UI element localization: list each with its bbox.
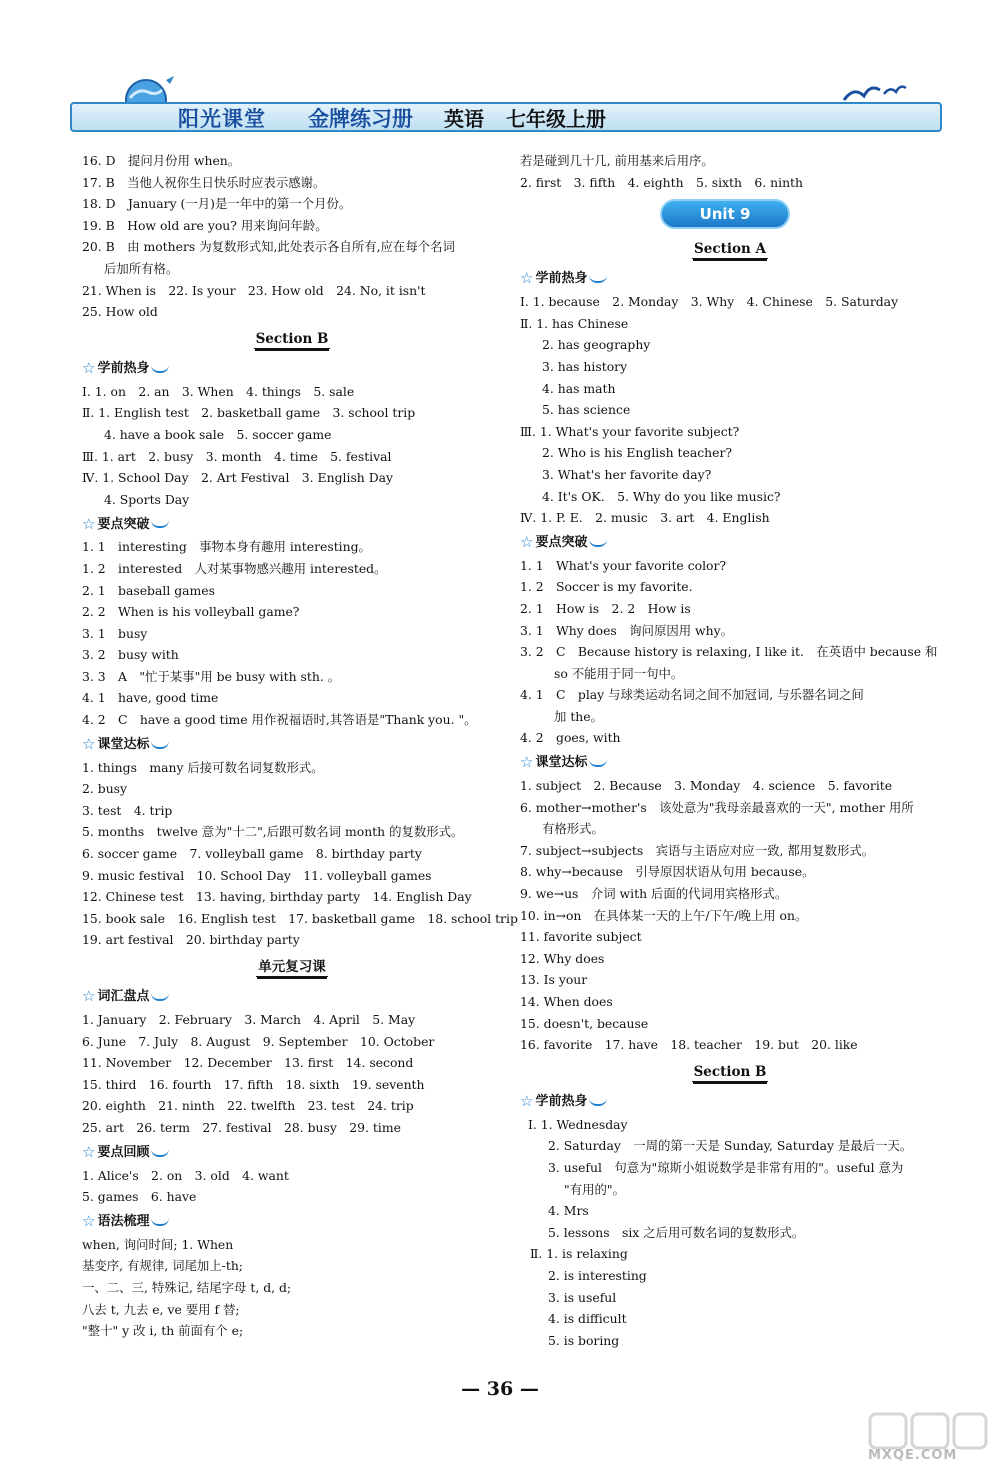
answer-line: 2. Who is his English teacher? xyxy=(542,445,733,461)
answer-line: 1. January 2. February 3. March 4. April 5. May xyxy=(82,1012,416,1027)
answer-line: 3. 1 busy xyxy=(82,625,148,641)
answer-line: 3. test 4. trip xyxy=(82,802,173,818)
answer-line: 11. favorite subject xyxy=(520,929,642,945)
answer-line: 6. June 7. July 8. August 9. September 10. October xyxy=(82,1033,435,1049)
answer-line: 9. music festival 10. School Day 11. volleyball games xyxy=(82,867,432,883)
answer-line: 4. have a book sale 5. soccer game xyxy=(104,426,332,442)
answer-line: Ⅱ. 1. English test 2. basketball game 3. school trip xyxy=(82,405,416,421)
answer-line: 一、二、三, 特殊记, 结尾字母 t, d, d; xyxy=(82,1279,292,1295)
answer-line: 13. Is your xyxy=(520,972,588,988)
answer-line: 1. 2 Soccer is my favorite. xyxy=(520,579,693,595)
answer-line: 5. is boring xyxy=(548,1332,620,1348)
answer-line: 21. When is 22. Is your 23. How old 24. No, it isn't xyxy=(82,282,426,298)
answer-line: 4. 2 goes, with xyxy=(520,730,621,746)
answer-line: 1. subject 2. Because 3. Monday 4. science 5. favorite xyxy=(520,778,893,794)
answer-line: 5. has science xyxy=(542,402,631,418)
section-b-heading: Section B xyxy=(693,1063,767,1080)
answer-line: 有格形式。 xyxy=(542,821,604,837)
answer-line: 2. busy xyxy=(82,781,128,797)
answer-line: 15. third 16. fourth 17. fifth 18. sixth 19. seventh xyxy=(82,1076,425,1092)
answer-line: 3. 1 Why does 询问原因用 why。 xyxy=(520,622,734,638)
class-practice-heading: ☆ 课堂达标 xyxy=(82,733,502,757)
answer-line: 2. has geography xyxy=(542,337,651,353)
answer-line: Ⅲ. 1. What's your favorite subject? xyxy=(520,423,740,439)
star-icon: ☆ xyxy=(82,358,96,377)
answer-line: Ⅱ. 1. has Chinese xyxy=(520,315,629,331)
answer-line: 3. 3 A "忙于某事"用 be busy with sth. 。 xyxy=(82,668,341,684)
answer-line: 25. art 26. term 27. festival 28. busy 29. time xyxy=(82,1119,401,1135)
star-icon: ☆ xyxy=(82,514,96,533)
star-icon: ☆ xyxy=(82,987,96,1006)
left-column xyxy=(82,150,518,1342)
answer-line: 5. months twelve 意为"十二",后跟可数名词 month 的复数形式。 xyxy=(82,824,464,840)
answer-line: 1. 2 interested 人对某事物感兴趣用 interested。 xyxy=(82,560,387,576)
answer-line: 2. is interesting xyxy=(548,1267,647,1283)
answer-line: 后加所有格。 xyxy=(104,260,179,276)
answer-line: Ⅳ. 1. School Day 2. Art Festival 3. English Day xyxy=(82,470,394,486)
answer-line: 16. favorite 17. have 18. teacher 19. but 20. like xyxy=(520,1037,858,1053)
answer-line: "有用的"。 xyxy=(564,1181,625,1197)
answer-line: 6. soccer game 7. volleyball game 8. birthday party xyxy=(82,846,422,862)
answer-line: 17. B 当他人祝你生日快乐时应表示感谢。 xyxy=(82,174,326,190)
answer-line: 4. has math xyxy=(542,380,616,396)
answer-line: 15. doesn't, because xyxy=(520,1015,649,1031)
answer-line: 3. has history xyxy=(542,358,628,374)
unit-badge: Unit 9 xyxy=(660,199,790,229)
section-b-heading: Section B xyxy=(255,330,329,347)
key-points-heading: ☆ 要点突破 xyxy=(82,512,502,536)
star-icon: ☆ xyxy=(82,734,96,753)
answer-line: "整十" y 改 i, th 前面有个 e; xyxy=(82,1323,244,1339)
answer-line: 八去 t, 九去 e, ve 要用 f 替; xyxy=(82,1301,240,1317)
answer-line: 基变序, 有规律, 词尾加上-th; xyxy=(82,1258,243,1274)
answer-line: 18. D January (一月)是一年中的第一个月份。 xyxy=(82,196,352,212)
key-points-heading: ☆ 要点突破 xyxy=(520,531,960,555)
answer-line: Ⅱ. 1. is relaxing xyxy=(530,1246,628,1262)
vocabulary-heading: ☆ 词汇盘点 xyxy=(82,985,502,1009)
warmup-heading: ☆ 学前热身 xyxy=(520,267,960,291)
points-review-heading: ☆ 要点回顾 xyxy=(82,1141,502,1165)
answer-line: 19. B How old are you? 用来询问年龄。 xyxy=(82,217,328,233)
birds-decoration-icon xyxy=(840,76,910,108)
answer-line: 4. 1 have, good time xyxy=(82,690,219,706)
header-subject: 英语 xyxy=(444,107,484,131)
header-grade: 七年级上册 xyxy=(506,107,606,131)
answer-line: 19. art festival 20. birthday party xyxy=(82,932,300,948)
header-title-part1: 阳光课堂 xyxy=(178,107,266,131)
answer-line: 3. is useful xyxy=(548,1289,617,1305)
star-icon: ☆ xyxy=(520,753,534,772)
answer-line: 4. It's OK. 5. Why do you like music? xyxy=(542,488,781,504)
answer-line: 3. 2 busy with xyxy=(82,647,179,663)
answer-line: 加 the。 xyxy=(554,708,604,724)
answer-line: 1. things many 后接可数名词复数形式。 xyxy=(82,759,324,775)
answer-line: 8. why→because 引导原因状语从句用 because。 xyxy=(520,864,815,880)
answer-line: when, 询问时间; 1. When xyxy=(82,1236,234,1252)
answer-line: 4. 2 C have a good time 用作祝福语时,其答语是"Thank you. "。 xyxy=(82,712,477,728)
answer-line: 2. 1 baseball games xyxy=(82,582,215,598)
warmup-heading: ☆ 学前热身 xyxy=(82,357,502,381)
answer-line: 2. first 3. fifth 4. eighth 5. sixth 6. ninth xyxy=(520,174,804,190)
star-icon: ☆ xyxy=(82,1211,96,1230)
answer-line: 12. Why does xyxy=(520,950,605,966)
answer-line: 14. When does xyxy=(520,994,613,1009)
answer-line: 1. 1 What's your favorite color? xyxy=(520,557,727,573)
answer-line: 2. 2 When is his volleyball game? xyxy=(82,604,300,620)
answer-line: 12. Chinese test 13. having, birthday party 14. English Day xyxy=(82,889,472,905)
page-header xyxy=(70,70,942,136)
answer-line: Ⅲ. 1. art 2. busy 3. month 4. time 5. festival xyxy=(82,448,392,464)
answer-line: 16. D 提问月份用 when。 xyxy=(82,153,241,168)
answer-line: Ⅰ. 1. on 2. an 3. When 4. things 5. sale xyxy=(82,383,355,399)
answer-line: 3. What's her favorite day? xyxy=(542,466,712,482)
section-a-heading: Section A xyxy=(694,241,766,258)
answer-line: 10. in→on 在具体某一天的上午/下午/晚上用 on。 xyxy=(520,907,808,923)
answer-line: 20. B 由 mothers 为复数形式知,此处表示各自所有,应在每个名词 xyxy=(82,239,455,255)
answer-line: 4. 1 C play 与球类运动名词之间不加冠词, 与乐器名词之间 xyxy=(520,687,864,703)
answer-line: 11. November 12. December 13. first 14. second xyxy=(82,1055,414,1071)
star-icon: ☆ xyxy=(82,1142,96,1161)
watermark-text: MXQE.COM xyxy=(868,1448,958,1463)
star-icon: ☆ xyxy=(520,1091,534,1110)
answer-line: Ⅰ. 1. because 2. Monday 3. Why 4. Chinese 5. Saturday xyxy=(520,294,899,310)
star-icon: ☆ xyxy=(520,269,534,288)
warmup-heading: ☆ 学前热身 xyxy=(520,1090,960,1114)
answer-line: 4. is difficult xyxy=(548,1311,627,1327)
answer-line: 15. book sale 16. English test 17. basketball game 18. school trip xyxy=(82,910,518,926)
grammar-heading: ☆ 语法梳理 xyxy=(82,1210,502,1234)
answer-line: 2. Saturday 一周的第一天是 Sunday, Saturday 是最后一天。 xyxy=(548,1138,913,1154)
answer-line: 3. useful 句意为"琼斯小姐说数学是非常有用的"。useful 意为 xyxy=(548,1159,904,1175)
right-column xyxy=(520,150,960,1351)
answer-line: 若是碰到几十几, 前用基来后用序。 xyxy=(520,153,714,168)
answer-line: 7. subject→subjects 宾语与主语应对应一致, 都用复数形式。 xyxy=(520,842,875,858)
answer-line: Ⅳ. 1. P. E. 2. music 3. art 4. English xyxy=(520,510,770,526)
header-title-part2: 金牌练习册 xyxy=(308,107,413,131)
answer-line: 25. How old xyxy=(82,304,158,320)
answer-line: 9. we→us 介词 with 后面的代词用宾格形式。 xyxy=(520,886,788,902)
answer-line: 2. 1 How is 2. 2 How is xyxy=(520,600,691,616)
answer-line: 4. Sports Day xyxy=(104,491,190,507)
page-number: — 36 — xyxy=(461,1378,539,1400)
answer-line: 20. eighth 21. ninth 22. twelfth 23. test 24. trip xyxy=(82,1098,414,1114)
answer-line: 1. Alice's 2. on 3. old 4. want xyxy=(82,1167,289,1183)
class-practice-heading: ☆ 课堂达标 xyxy=(520,751,960,775)
answer-line: 1. 1 interesting 事物本身有趣用 interesting。 xyxy=(82,539,371,555)
star-icon: ☆ xyxy=(520,532,534,551)
answer-line: 5. lessons six 之后用可数名词的复数形式。 xyxy=(548,1224,805,1240)
answer-line: 5. games 6. have xyxy=(82,1189,197,1205)
answer-line: so 不能用于同一句中。 xyxy=(554,665,684,681)
answer-line: 4. Mrs xyxy=(548,1203,589,1219)
answer-line: 6. mother→mother's 该处意为"我母亲最喜欢的一天", mother 用所 xyxy=(520,799,914,815)
unit-review-heading: 单元复习课 xyxy=(258,959,326,975)
answer-line: Ⅰ. 1. Wednesday xyxy=(528,1116,628,1132)
answer-line: 3. 2 C Because history is relaxing, I like it. 在英语中 because 和 xyxy=(520,644,938,660)
